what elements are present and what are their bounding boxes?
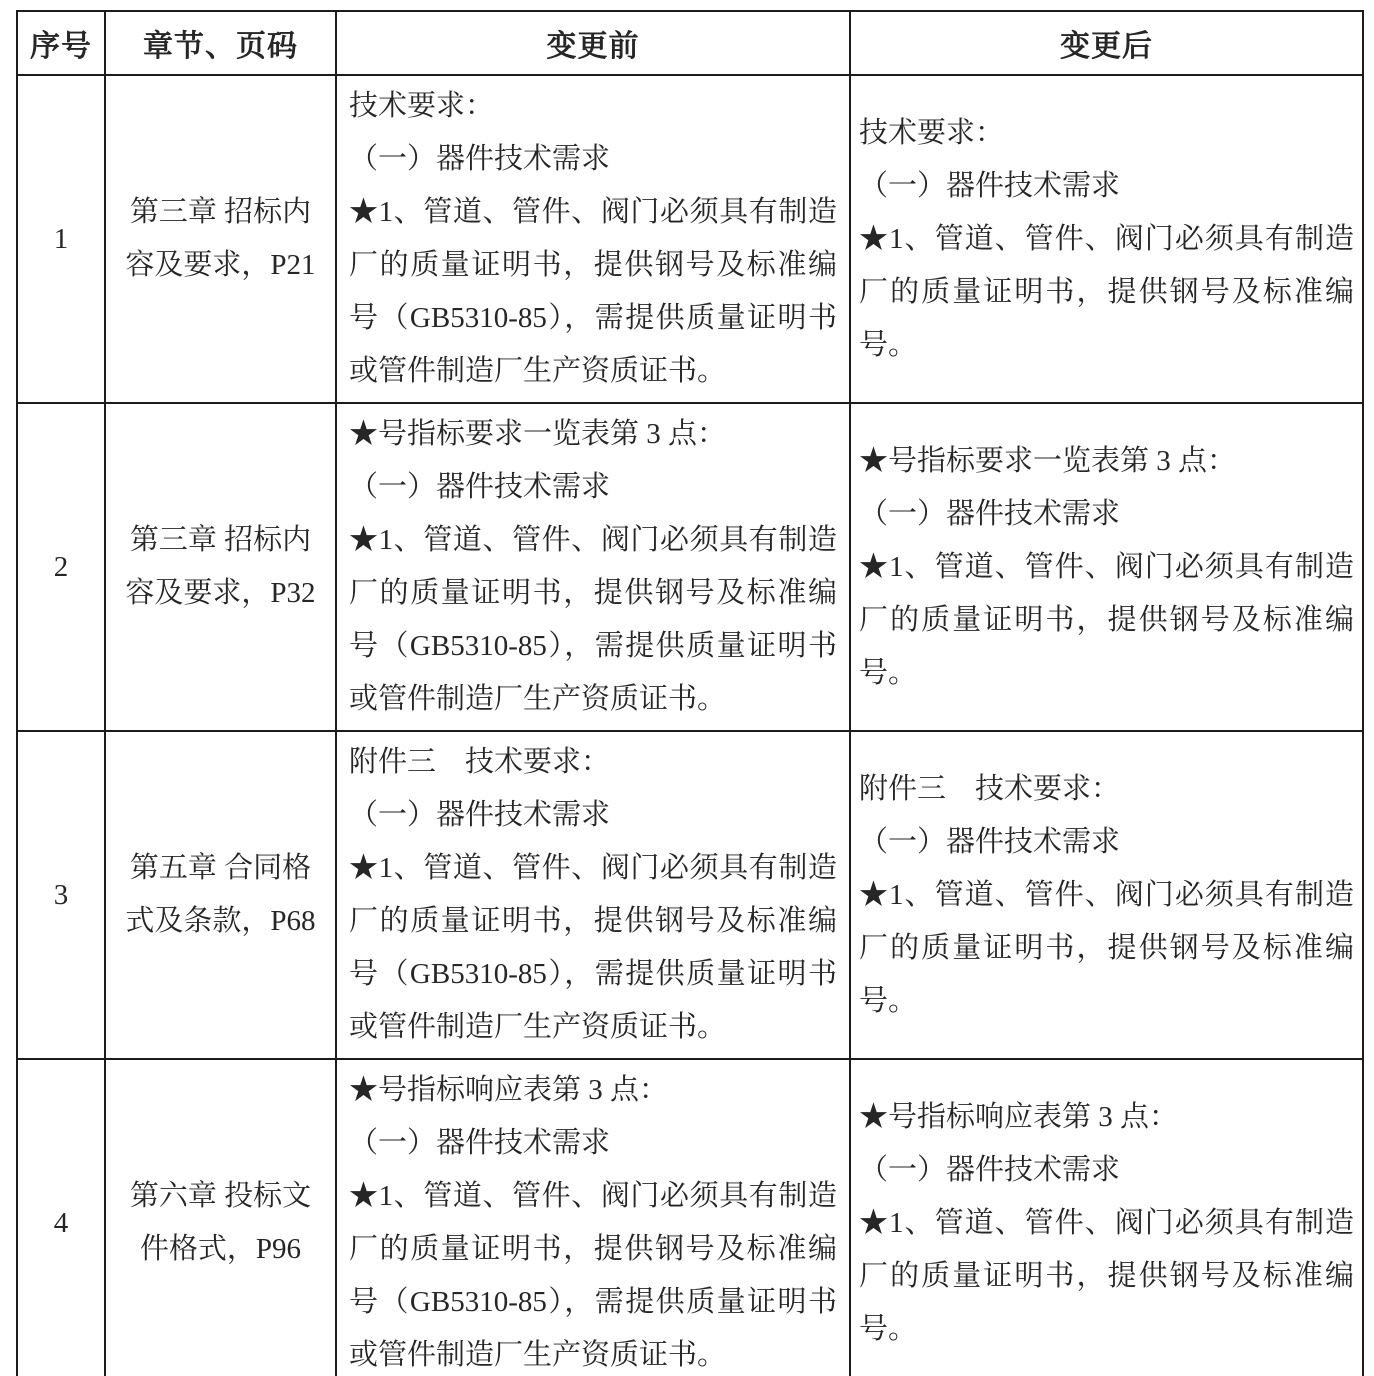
paragraph: 技术要求： bbox=[859, 116, 1005, 149]
paragraph: ★号指标要求一览表第 3 点： bbox=[859, 444, 1237, 477]
paragraph: （一）器件技术需求 bbox=[859, 1153, 1121, 1186]
before-change-cell bbox=[336, 1059, 850, 1376]
column-header-after-change: 变更后 bbox=[850, 11, 1363, 75]
paragraph: 附件三 技术要求： bbox=[859, 772, 1121, 805]
after-change-cell bbox=[850, 403, 1363, 731]
paragraph: 技术要求： bbox=[349, 90, 495, 122]
table-row bbox=[17, 731, 1363, 1059]
paragraph: （一）器件技术需求 bbox=[349, 471, 611, 503]
chapter-page-cell: 第五章 合同格式及条款，P68 bbox=[105, 731, 336, 1059]
before-change-cell bbox=[336, 403, 850, 731]
after-change-cell bbox=[850, 731, 1363, 1059]
chapter-page-cell: 第三章 招标内容及要求，P32 bbox=[105, 403, 336, 731]
column-header-before-change: 变更前 bbox=[336, 11, 850, 75]
paragraph: ★1、管道、管件、阀门必须具有制造厂的质量证明书，提供钢号及标准编号（GB5310-85），需提供质量证明书或管件制造厂生产资质证书。 bbox=[349, 196, 837, 387]
header-row bbox=[17, 11, 1363, 75]
paragraph: 附件三 技术要求： bbox=[349, 746, 611, 778]
paragraph: ★1、管道、管件、阀门必须具有制造厂的质量证明书，提供钢号及标准编号（GB5310-85），需提供质量证明书或管件制造厂生产资质证书。 bbox=[349, 852, 837, 1043]
paragraph: ★1、管道、管件、阀门必须具有制造厂的质量证明书，提供钢号及标准编号（GB5310-85），需提供质量证明书或管件制造厂生产资质证书。 bbox=[349, 524, 837, 715]
paragraph: ★1、管道、管件、阀门必须具有制造厂的质量证明书，提供钢号及标准编号（GB5310-85），需提供质量证明书或管件制造厂生产资质证书。 bbox=[349, 1180, 837, 1371]
row-number-cell: 4 bbox=[17, 1059, 105, 1376]
paragraph: ★号指标响应表第 3 点： bbox=[349, 1074, 669, 1106]
paragraph: ★1、管道、管件、阀门必须具有制造厂的质量证明书，提供钢号及标准编号。 bbox=[859, 222, 1354, 361]
after-change-cell bbox=[850, 75, 1363, 403]
table-row bbox=[17, 403, 1363, 731]
before-change-cell bbox=[336, 731, 850, 1059]
chapter-page-cell: 第六章 投标文件格式，P96 bbox=[105, 1059, 336, 1376]
paragraph: ★号指标要求一览表第 3 点： bbox=[349, 418, 727, 450]
paragraph: （一）器件技术需求 bbox=[859, 169, 1121, 202]
row-number-cell: 3 bbox=[17, 731, 105, 1059]
table-row bbox=[17, 1059, 1363, 1376]
paragraph: ★1、管道、管件、阀门必须具有制造厂的质量证明书，提供钢号及标准编号。 bbox=[859, 550, 1354, 689]
row-number-cell: 2 bbox=[17, 403, 105, 731]
table-row bbox=[17, 75, 1363, 403]
paragraph: ★1、管道、管件、阀门必须具有制造厂的质量证明书，提供钢号及标准编号。 bbox=[859, 1206, 1354, 1345]
column-header-chapter-page: 章节、页码 bbox=[105, 11, 336, 75]
after-change-cell bbox=[850, 1059, 1363, 1376]
paragraph: （一）器件技术需求 bbox=[859, 825, 1121, 858]
column-header-serial: 序号 bbox=[17, 11, 105, 75]
row-number-cell: 1 bbox=[17, 75, 105, 403]
paragraph: （一）器件技术需求 bbox=[349, 1127, 611, 1159]
paragraph: （一）器件技术需求 bbox=[349, 143, 611, 175]
paragraph: （一）器件技术需求 bbox=[859, 497, 1121, 530]
paragraph: ★1、管道、管件、阀门必须具有制造厂的质量证明书，提供钢号及标准编号。 bbox=[859, 878, 1354, 1017]
chapter-page-cell: 第三章 招标内容及要求，P21 bbox=[105, 75, 336, 403]
paragraph: ★号指标响应表第 3 点： bbox=[859, 1100, 1179, 1133]
before-change-cell bbox=[336, 75, 850, 403]
change-log-table bbox=[16, 10, 1364, 1376]
paragraph: （一）器件技术需求 bbox=[349, 799, 611, 831]
